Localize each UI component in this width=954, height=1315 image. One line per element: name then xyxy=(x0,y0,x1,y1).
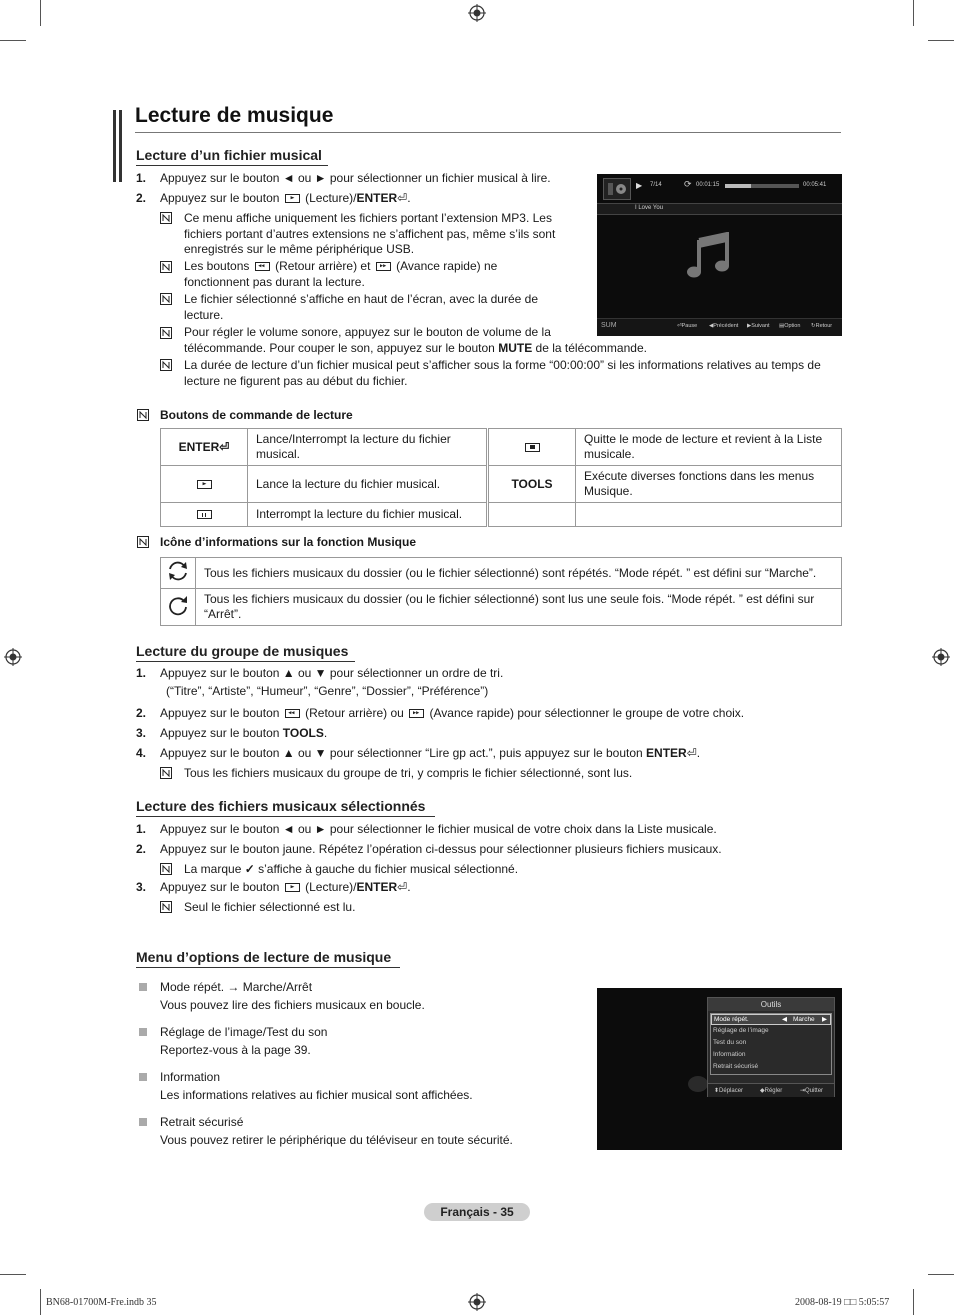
note-line: lecture. xyxy=(184,307,224,322)
progress-bar xyxy=(725,184,799,188)
step-text-part: Appuyez sur le bouton xyxy=(160,191,280,205)
controls-table xyxy=(160,428,842,527)
icons-info-table xyxy=(160,557,842,626)
note-icon xyxy=(160,359,172,371)
enter-icon: ⏎ xyxy=(677,323,682,329)
step-text-part: Appuyez sur le bouton xyxy=(160,726,280,740)
hint-prev xyxy=(709,323,738,329)
left-arrow-icon: ◀ xyxy=(709,323,714,329)
step-text: (“Titre”, “Artiste”, “Humeur”, “Genre”, “Dossier”, “Préférence”) xyxy=(166,684,489,698)
row-value: Marche xyxy=(793,1016,815,1023)
repeat-all-icon-cell xyxy=(161,558,196,589)
crop-mark xyxy=(0,1274,26,1275)
enter-desc-cell xyxy=(248,429,488,466)
mute-label: MUTE xyxy=(498,340,533,355)
stop-desc-cell xyxy=(576,429,842,466)
section-title-lecture-fichier: Lecture d’un fichier musical xyxy=(136,147,322,163)
print-date-info: 2008-08-19 □□ 5:05:57 xyxy=(795,1297,890,1308)
step-text-part: Appuyez sur le bouton xyxy=(160,706,280,720)
step-text: Appuyez sur le bouton ▲ ou ▼ pour sélectionner un ordre de tri. xyxy=(160,666,504,680)
step-text: Appuyez sur le bouton TOOLS. xyxy=(160,726,328,740)
note-part: s’affiche à gauche du fichier musical sélectionné. xyxy=(258,862,519,876)
hint-prev-label: Précédent xyxy=(713,323,739,329)
step-text-part: Appuyez sur le bouton xyxy=(160,880,280,894)
tools-menu-title: Outils xyxy=(708,998,834,1011)
section-rule xyxy=(136,967,400,968)
print-file-info: BN68-01700M-Fre.indb 35 xyxy=(46,1297,157,1308)
hint-exit xyxy=(800,1087,823,1094)
row-label: Mode répét. xyxy=(714,1016,749,1023)
background-disc xyxy=(688,1076,708,1092)
hint-option xyxy=(779,323,800,329)
hint-exit-label: Quitter xyxy=(805,1088,824,1094)
crop-mark xyxy=(928,1274,954,1275)
section-rule xyxy=(136,661,355,662)
hint-pause xyxy=(677,323,697,329)
title-rule xyxy=(135,132,841,133)
fast-forward-button-icon xyxy=(376,262,391,271)
step-number: 1. xyxy=(136,822,147,836)
enter-key-cell xyxy=(161,429,248,466)
bullet-icon xyxy=(139,1028,147,1036)
crop-mark xyxy=(40,0,41,26)
note-part: (Avance rapide) ne xyxy=(396,259,498,273)
enter-label: ENTER xyxy=(178,439,220,454)
step-number: 2. xyxy=(136,191,147,205)
hint-back-label: Retour xyxy=(815,323,833,329)
option-desc: Vous pouvez lire des fichiers musicaux en boucle. xyxy=(160,997,425,1012)
step-text: Appuyez sur le bouton ▲ ou ▼ pour sélectionner “Lire gp act.”, puis appuyez sur le bouton ENTER⏎. xyxy=(160,746,701,760)
controls-heading: Boutons de commande de lecture xyxy=(160,408,353,422)
note-icon xyxy=(160,261,172,273)
crop-mark xyxy=(913,1289,914,1315)
progress-fill xyxy=(725,184,751,188)
repeat-once-desc-cell xyxy=(196,589,842,626)
note-text xyxy=(184,862,518,878)
bullet-icon xyxy=(139,983,147,991)
desc-line: musical. xyxy=(256,447,301,461)
rewind-button-icon xyxy=(285,709,300,718)
table-row xyxy=(161,429,842,466)
note-line: Pour régler le volume sonore, appuyez sur le bouton de volume de la xyxy=(184,325,551,339)
enter-label: ENTER xyxy=(356,880,398,894)
step-text: Appuyez sur le bouton (Lecture)/ENTER⏎. xyxy=(160,191,411,205)
option-desc: Les informations relatives au fichier musical sont affichées. xyxy=(160,1087,473,1102)
note-part: La marque xyxy=(184,862,242,876)
note-line: lecture ne figurent pas au début du fichier. xyxy=(184,373,408,388)
note-icon xyxy=(137,409,149,421)
option-label: Information xyxy=(160,1070,221,1084)
note-text xyxy=(184,292,538,323)
note-icon xyxy=(160,767,172,779)
page-title: Lecture de musique xyxy=(135,104,334,127)
icons-info-heading: Icône d’informations sur la fonction Musique xyxy=(160,535,417,549)
note-line: Ce menu affiche uniquement les fichiers portant l’extension MP3. Les xyxy=(184,211,552,225)
track-count: 7/14 xyxy=(650,182,662,188)
play-button-icon xyxy=(197,480,212,489)
tools-icon: ▤ xyxy=(779,323,785,329)
registration-mark-icon xyxy=(4,648,22,666)
desc-line: musicale. xyxy=(584,447,635,461)
desc-line: “Arrêt”. xyxy=(204,607,242,621)
pause-key-cell xyxy=(161,503,248,527)
step-number: 2. xyxy=(136,706,147,720)
fast-forward-button-icon xyxy=(409,709,424,718)
hint-next xyxy=(747,323,770,329)
hint-option-label: Option xyxy=(784,323,801,329)
step-text-part: (Avance rapide) pour sélectionner le groupe de votre choix. xyxy=(429,706,745,720)
step-text-part: Appuyez sur le bouton ▲ ou ▼ pour sélectionner “Lire gp act.”, puis appuyez sur le bouton xyxy=(160,746,643,760)
right-arrow-icon: ▶ xyxy=(822,1016,827,1023)
option-item xyxy=(160,1115,513,1148)
desc-line: Quitte le mode de lecture et revient à la Liste xyxy=(584,432,823,446)
stop-key-cell xyxy=(488,429,576,466)
step-number: 2. xyxy=(136,842,147,856)
registration-mark-icon xyxy=(468,1293,486,1311)
option-item xyxy=(160,1025,327,1058)
tools-menu-row[interactable]: Retrait sécurisé xyxy=(713,1063,759,1070)
bullet-icon xyxy=(139,1118,147,1126)
player-hint-bar xyxy=(597,318,842,336)
pause-button-icon xyxy=(197,510,212,519)
left-right-icon: ◆ xyxy=(760,1088,765,1094)
section-rule xyxy=(136,816,435,817)
note-part: (Retour arrière) et xyxy=(275,259,371,273)
repeat-all-icon xyxy=(166,560,190,582)
note-line: fichiers portant d’autres extensions ne s’affichent pas, même s’ils sont xyxy=(184,226,556,241)
exit-icon: ⇥ xyxy=(800,1088,806,1094)
crop-mark xyxy=(913,0,914,26)
empty-cell xyxy=(576,503,842,527)
step-text: Appuyez sur le bouton jaune. Répétez l’opération ci-dessus pour sélectionner plusieurs fichiers musicaux. xyxy=(160,842,722,856)
section-title-selectionnes: Lecture des fichiers musicaux sélectionnés xyxy=(136,798,426,814)
time-elapsed: 00:01:15 xyxy=(696,182,720,188)
repeat-once-icon-cell xyxy=(161,589,196,626)
side-bar xyxy=(113,110,116,182)
repeat-once-icon xyxy=(166,594,190,616)
note-icon xyxy=(160,212,172,224)
time-total: 00:05:41 xyxy=(803,182,827,188)
step-text: Appuyez sur le bouton ◄ ou ► pour sélectionner un fichier musical à lire. xyxy=(160,171,551,185)
note-icon xyxy=(160,293,172,305)
note-text xyxy=(184,211,555,258)
section-title-options: Menu d’options de lecture de musique xyxy=(136,949,392,965)
album-thumbnail xyxy=(603,178,631,200)
step-text xyxy=(160,706,744,722)
left-arrow-icon: ◀ xyxy=(782,1016,787,1023)
option-label: Réglage de l’image/Test du son xyxy=(160,1025,328,1039)
tools-menu-row[interactable]: Information xyxy=(713,1051,746,1058)
empty-cell xyxy=(488,503,576,527)
play-icon: ▶ xyxy=(636,181,643,190)
tools-menu-screen xyxy=(597,988,842,1150)
hint-adjust-label: Régler xyxy=(764,1088,783,1094)
play-button-icon xyxy=(285,883,300,892)
enter-icon: ⏎ xyxy=(686,746,697,760)
note-line: fonctionnent pas durant la lecture. xyxy=(184,274,365,289)
note-line: Le fichier sélectionné s’affiche en haut de l’écran, avec la durée de xyxy=(184,292,539,306)
note-part: de la télécommande. xyxy=(535,340,647,355)
registration-mark-icon xyxy=(932,648,950,666)
side-bar xyxy=(119,110,122,182)
step-text-part: (Lecture)/ xyxy=(305,880,357,894)
note-icon xyxy=(137,536,149,548)
return-icon: ↻ xyxy=(811,323,816,329)
play-desc-cell: Lance la lecture du fichier musical. xyxy=(248,466,488,503)
note-icon xyxy=(160,327,172,339)
hint-back xyxy=(811,323,832,329)
song-title: I Love You xyxy=(635,205,664,211)
tools-hint-bar xyxy=(708,1083,834,1097)
step-number: 1. xyxy=(136,171,147,185)
song-title-bar xyxy=(597,203,842,215)
tools-menu-row[interactable]: Test du son xyxy=(713,1039,747,1046)
tools-desc-cell xyxy=(576,466,842,503)
note-part: Les boutons xyxy=(184,259,250,273)
desc-line: Tous les fichiers musicaux du dossier (ou le fichier sélectionné) sont lus une seule fois. “Mode répét. ” est défini sur xyxy=(204,592,815,606)
repeat-all-desc-cell: Tous les fichiers musicaux du dossier (ou le fichier sélectionné) sont répétés. “Mode répét. ” est défini sur “Marche”. xyxy=(196,558,842,589)
note-icon xyxy=(160,863,172,875)
device-label: SUM xyxy=(601,322,617,329)
step-number: 1. xyxy=(136,666,147,680)
up-down-icon: ⬍ xyxy=(714,1088,720,1094)
table-row xyxy=(161,589,842,626)
step-text: Appuyez sur le bouton ◄ ou ► pour sélectionner le fichier musical de votre choix dans la Liste musicale. xyxy=(160,822,717,836)
page-number-badge: Français - 35 xyxy=(424,1203,530,1221)
table-row xyxy=(161,558,842,589)
tools-label: TOOLS xyxy=(282,726,324,740)
enter-icon: ⏎ xyxy=(397,191,408,205)
tools-key-cell: TOOLS xyxy=(488,466,576,503)
stop-button-icon xyxy=(525,443,540,452)
crop-mark xyxy=(0,40,26,41)
pause-desc-cell: Interrompt la lecture du fichier musical. xyxy=(248,503,488,527)
tools-menu-row[interactable]: Réglage de l’image xyxy=(713,1027,769,1034)
enter-label: ENTER xyxy=(646,746,687,760)
hint-move xyxy=(714,1087,743,1094)
option-item xyxy=(160,980,425,1013)
section-rule xyxy=(136,165,328,166)
rewind-button-icon xyxy=(255,262,270,271)
option-label: Mode répét. → Marche/Arrêt xyxy=(160,980,313,994)
note-line: La durée de lecture d’un fichier musical peut s’afficher sous la forme “00:00:00” si les informations relatives au temps de xyxy=(184,358,821,372)
right-arrow-icon: ▶ xyxy=(747,323,752,329)
desc-line: Lance/Interrompt la lecture du fichier xyxy=(256,432,451,446)
hint-next-label: Suivant xyxy=(751,323,770,329)
crop-mark xyxy=(928,40,954,41)
note-text: Tous les fichiers musicaux du groupe de tri, y compris le fichier sélectionné, sont lus. xyxy=(184,766,633,780)
step-number: 3. xyxy=(136,726,147,740)
enter-icon: ⏎ xyxy=(219,439,230,454)
note-text xyxy=(184,358,821,389)
desc-line: Exécute diverses fonctions dans les menus xyxy=(584,469,815,483)
note-text: Seul le fichier sélectionné est lu. xyxy=(184,900,356,914)
registration-mark-icon xyxy=(468,4,486,22)
hint-move-label: Déplacer xyxy=(719,1088,744,1094)
step-text-part: (Lecture)/ xyxy=(305,191,357,205)
desc-line: Musique. xyxy=(584,484,633,498)
step-number: 3. xyxy=(136,880,147,894)
note-part: télécommande. Pour couper le son, appuyez sur le bouton xyxy=(184,340,495,355)
note-text xyxy=(184,259,497,290)
tools-menu-panel xyxy=(707,997,835,1097)
note-text xyxy=(184,325,647,356)
hint-pause-label: Pause xyxy=(681,323,698,329)
play-key-cell xyxy=(161,466,248,503)
step-text: Appuyez sur le bouton (Lecture)/ENTER⏎. xyxy=(160,880,411,894)
bullet-icon xyxy=(139,1073,147,1081)
crop-mark xyxy=(40,1289,41,1315)
option-label: Retrait sécurisé xyxy=(160,1115,244,1129)
play-button-icon xyxy=(285,194,300,203)
hint-adjust xyxy=(760,1087,782,1094)
note-icon xyxy=(160,901,172,913)
enter-label: ENTER xyxy=(356,191,398,205)
option-desc: Vous pouvez retirer le périphérique du téléviseur en toute sécurité. xyxy=(160,1132,513,1147)
music-note-icon xyxy=(687,232,733,280)
music-player-screen xyxy=(597,174,842,335)
note-line: enregistrés sur le même périphérique USB. xyxy=(184,242,415,256)
checkmark-icon: ✓ xyxy=(244,862,255,876)
option-item xyxy=(160,1070,473,1103)
tools-menu-row-selected[interactable] xyxy=(711,1014,831,1025)
option-desc: Reportez-vous à la page 39. xyxy=(160,1042,311,1057)
step-text-part: (Retour arrière) ou xyxy=(305,706,404,720)
section-title-groupe: Lecture du groupe de musiques xyxy=(136,643,349,659)
repeat-icon: ⟳ xyxy=(684,179,692,189)
table-row xyxy=(161,503,842,527)
table-row xyxy=(161,466,842,503)
enter-icon: ⏎ xyxy=(397,880,408,894)
step-number: 4. xyxy=(136,746,147,760)
